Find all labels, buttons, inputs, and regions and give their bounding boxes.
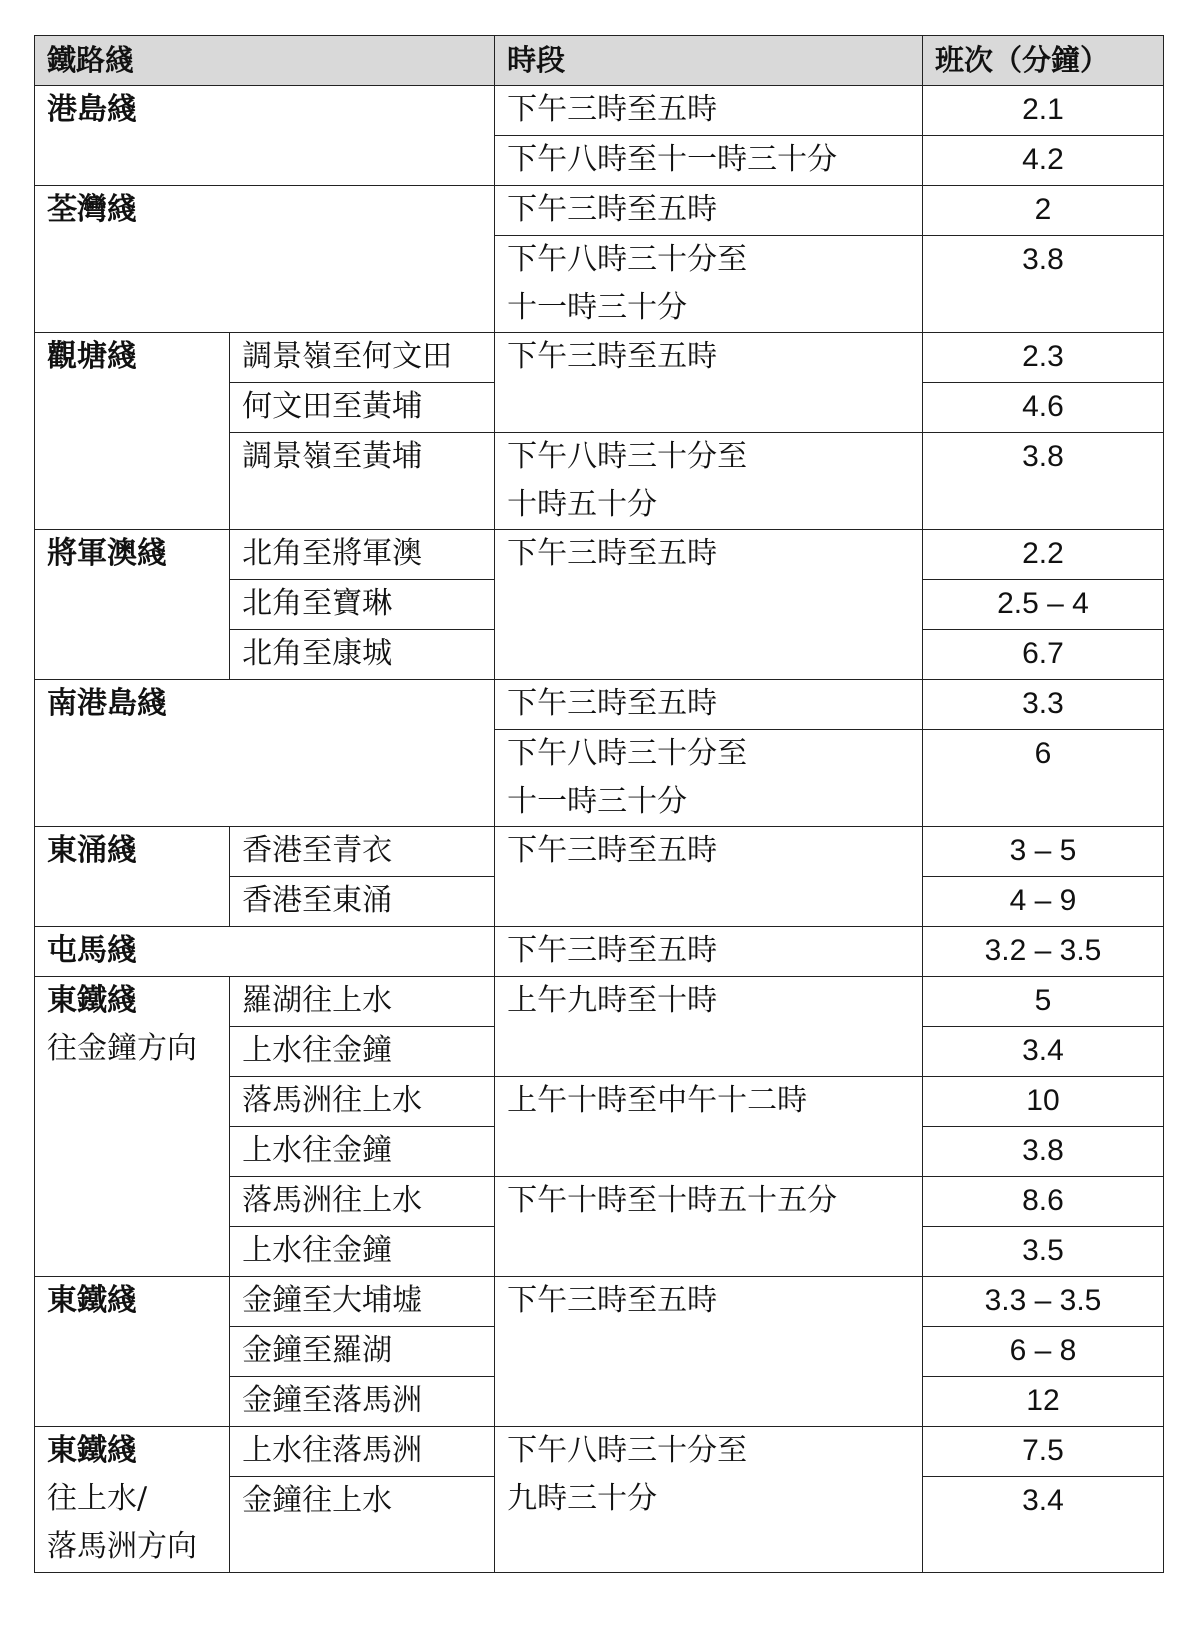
frequency: 8.6	[922, 1177, 1163, 1227]
section: 調景嶺至黃埔	[230, 433, 495, 530]
frequency: 3.4	[922, 1027, 1163, 1077]
period: 下午八時三十分至 十時五十分	[495, 433, 923, 530]
frequency: 3.8	[922, 433, 1163, 530]
line-name: 東鐵綫 往上水/ 落馬洲方向	[35, 1427, 230, 1573]
table-row	[35, 1277, 1164, 1327]
line-name: 東涌綫	[35, 827, 230, 927]
period: 上午十時至中午十二時	[495, 1077, 923, 1177]
frequency: 3 – 5	[922, 827, 1163, 877]
section: 上水往金鐘	[230, 1127, 495, 1177]
direction-note: 落馬洲方向	[47, 1529, 197, 1564]
table-row	[35, 680, 1164, 730]
frequency: 7.5	[922, 1427, 1163, 1477]
line-name: 荃灣綫	[35, 186, 495, 333]
line-name: 將軍澳綫	[35, 530, 230, 680]
section: 金鐘往上水	[230, 1477, 495, 1573]
section: 北角至將軍澳	[230, 530, 495, 580]
frequency: 2	[922, 186, 1163, 236]
frequency: 10	[922, 1077, 1163, 1127]
section: 金鐘至落馬洲	[230, 1377, 495, 1427]
period: 下午三時至五時	[495, 927, 923, 977]
line-name: 港島綫	[35, 86, 495, 186]
line-name: 屯馬綫	[35, 927, 495, 977]
section: 香港至東涌	[230, 877, 495, 927]
header-frequency: 班次（分鐘）	[922, 36, 1163, 86]
section: 調景嶺至何文田	[230, 333, 495, 383]
frequency: 5	[922, 977, 1163, 1027]
section: 北角至康城	[230, 630, 495, 680]
table-row	[35, 333, 1164, 383]
frequency: 4.6	[922, 383, 1163, 433]
frequency: 12	[922, 1377, 1163, 1427]
table-row	[35, 1427, 1164, 1477]
header-line: 鐵路綫	[35, 36, 495, 86]
line-name: 東鐵綫	[35, 1277, 230, 1427]
frequency: 2.5 – 4	[922, 580, 1163, 630]
section: 北角至寶琳	[230, 580, 495, 630]
line-name: 南港島綫	[35, 680, 495, 827]
period: 下午十時至十時五十五分	[495, 1177, 923, 1277]
section: 上水往落馬洲	[230, 1427, 495, 1477]
frequency: 3.2 – 3.5	[922, 927, 1163, 977]
frequency: 3.5	[922, 1227, 1163, 1277]
frequency: 2.3	[922, 333, 1163, 383]
header-row	[35, 36, 1164, 86]
frequency-table	[34, 35, 1164, 1573]
frequency: 2.2	[922, 530, 1163, 580]
direction-note: 往金鐘方向	[47, 1031, 197, 1066]
section: 金鐘至大埔墟	[230, 1277, 495, 1327]
frequency: 3.4	[922, 1477, 1163, 1573]
period: 下午三時至五時	[495, 186, 923, 236]
period: 下午三時至五時	[495, 1277, 923, 1427]
period: 下午八時至十一時三十分	[495, 136, 923, 186]
line-name: 觀塘綫	[35, 333, 230, 530]
table-row	[35, 927, 1164, 977]
period: 下午三時至五時	[495, 333, 923, 433]
section: 落馬洲往上水	[230, 1177, 495, 1227]
section: 金鐘至羅湖	[230, 1327, 495, 1377]
section: 香港至青衣	[230, 827, 495, 877]
section: 落馬洲往上水	[230, 1077, 495, 1127]
period: 下午八時三十分至 十一時三十分	[495, 236, 923, 333]
frequency: 6	[922, 730, 1163, 827]
period: 下午八時三十分至 十一時三十分	[495, 730, 923, 827]
frequency: 3.3	[922, 680, 1163, 730]
table-row	[35, 977, 1164, 1027]
frequency: 3.3 – 3.5	[922, 1277, 1163, 1327]
table-row	[35, 86, 1164, 136]
period: 下午三時至五時	[495, 680, 923, 730]
period: 下午三時至五時	[495, 86, 923, 136]
section: 羅湖往上水	[230, 977, 495, 1027]
period: 下午三時至五時	[495, 827, 923, 927]
section: 上水往金鐘	[230, 1027, 495, 1077]
frequency: 3.8	[922, 1127, 1163, 1177]
section: 何文田至黃埔	[230, 383, 495, 433]
frequency: 6 – 8	[922, 1327, 1163, 1377]
frequency: 4.2	[922, 136, 1163, 186]
period: 上午九時至十時	[495, 977, 923, 1077]
period: 下午八時三十分至 九時三十分	[495, 1427, 923, 1573]
section: 上水往金鐘	[230, 1227, 495, 1277]
line-name: 東鐵綫 往金鐘方向	[35, 977, 230, 1277]
table-row	[35, 186, 1164, 236]
period: 下午三時至五時	[495, 530, 923, 680]
frequency: 3.8	[922, 236, 1163, 333]
table-row	[35, 530, 1164, 580]
direction-note: 往上水/	[47, 1481, 148, 1516]
frequency: 6.7	[922, 630, 1163, 680]
frequency: 4 – 9	[922, 877, 1163, 927]
table-row	[35, 827, 1164, 877]
header-period: 時段	[495, 36, 923, 86]
frequency: 2.1	[922, 86, 1163, 136]
